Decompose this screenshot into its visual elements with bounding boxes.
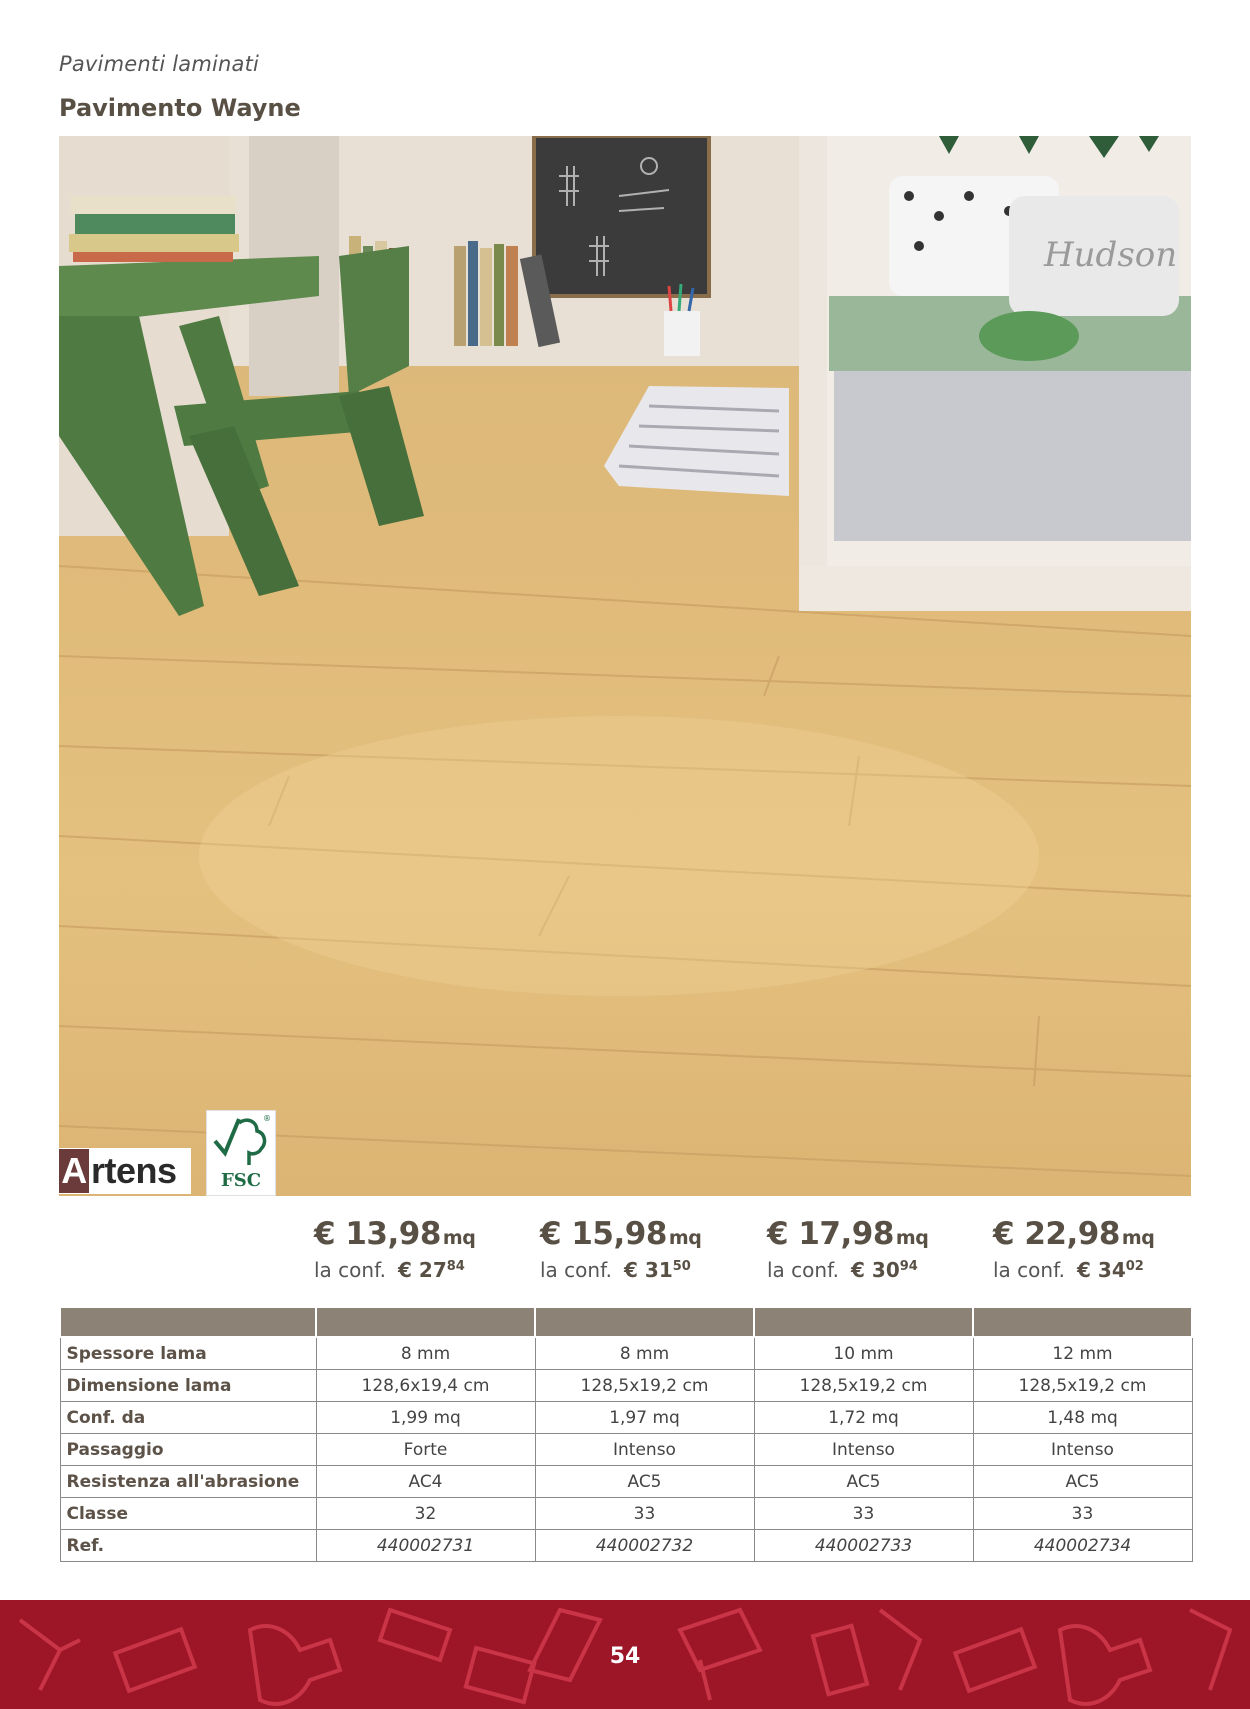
table-cell: 8 mm <box>535 1337 754 1370</box>
table-row <box>60 1434 1192 1466</box>
table-cell: Intenso <box>535 1434 754 1466</box>
price-per-pack <box>540 1258 750 1282</box>
pack-price-cents: 02 <box>1125 1259 1144 1274</box>
room-illustration <box>59 136 1191 1196</box>
table-cell: 440002734 <box>973 1530 1192 1562</box>
page-number: 54 <box>609 1644 641 1669</box>
price-value: € 22,98 <box>993 1216 1120 1252</box>
page-category: Pavimenti laminati <box>59 52 260 76</box>
table-cell: 128,6x19,4 cm <box>316 1370 535 1402</box>
table-cell: 10 mm <box>754 1337 973 1370</box>
pack-price: € 27 <box>398 1258 447 1282</box>
price-unit: mq <box>895 1227 929 1249</box>
row-label: Spessore lama <box>60 1337 316 1370</box>
price-value: € 15,98 <box>540 1216 667 1252</box>
table-cell: 128,5x19,2 cm <box>535 1370 754 1402</box>
pack-label: la conf. <box>314 1258 387 1282</box>
row-label: Ref. <box>60 1530 316 1562</box>
pillow-text: Hudson <box>1044 235 1178 275</box>
table-cell: 8 mm <box>316 1337 535 1370</box>
footer-band <box>0 1600 1250 1709</box>
price-per-mq <box>767 1216 977 1252</box>
table-row <box>60 1402 1192 1434</box>
table-cell: AC4 <box>316 1466 535 1498</box>
price-per-pack <box>767 1258 977 1282</box>
table-cell: 33 <box>535 1498 754 1530</box>
price-block <box>993 1216 1203 1282</box>
pack-label: la conf. <box>993 1258 1066 1282</box>
table-row <box>60 1466 1192 1498</box>
price-block <box>314 1216 524 1282</box>
header-cell <box>316 1307 535 1337</box>
price-unit: mq <box>668 1227 702 1249</box>
table-cell: 33 <box>754 1498 973 1530</box>
table-cell: Intenso <box>973 1434 1192 1466</box>
table-row <box>60 1337 1192 1370</box>
pack-price-cents: 84 <box>446 1259 465 1274</box>
table-cell: 128,5x19,2 cm <box>754 1370 973 1402</box>
fsc-tree-icon <box>207 1111 275 1171</box>
svg-text:®: ® <box>263 1114 271 1123</box>
pack-price: € 34 <box>1077 1258 1126 1282</box>
price-per-mq <box>993 1216 1203 1252</box>
table-cell: Forte <box>316 1434 535 1466</box>
price-unit: mq <box>442 1227 476 1249</box>
table-cell: AC5 <box>754 1466 973 1498</box>
table-cell: AC5 <box>535 1466 754 1498</box>
product-title: Pavimento Wayne <box>59 94 301 122</box>
pack-price: € 30 <box>851 1258 900 1282</box>
table-cell: 33 <box>973 1498 1192 1530</box>
table-cell: 1,72 mq <box>754 1402 973 1434</box>
table-cell: 12 mm <box>973 1337 1192 1370</box>
table-row <box>60 1498 1192 1530</box>
pack-label: la conf. <box>540 1258 613 1282</box>
fsc-logo <box>206 1110 276 1196</box>
price-per-pack <box>314 1258 524 1282</box>
price-value: € 13,98 <box>314 1216 441 1252</box>
price-unit: mq <box>1121 1227 1155 1249</box>
fsc-label: FSC <box>220 1170 262 1191</box>
pack-price-cents: 94 <box>899 1259 918 1274</box>
artens-logo-mark: A <box>59 1149 89 1193</box>
row-label: Resistenza all'abrasione <box>60 1466 316 1498</box>
table-row <box>60 1530 1192 1562</box>
row-label: Dimensione lama <box>60 1370 316 1402</box>
table-cell: Intenso <box>754 1434 973 1466</box>
artens-logo <box>59 1148 191 1194</box>
price-per-mq <box>540 1216 750 1252</box>
table-cell: AC5 <box>973 1466 1192 1498</box>
table-cell: 1,97 mq <box>535 1402 754 1434</box>
table-cell: 1,48 mq <box>973 1402 1192 1434</box>
header-cell <box>535 1307 754 1337</box>
row-label: Conf. da <box>60 1402 316 1434</box>
row-label: Passaggio <box>60 1434 316 1466</box>
price-per-mq <box>314 1216 524 1252</box>
price-value: € 17,98 <box>767 1216 894 1252</box>
price-per-pack <box>993 1258 1203 1282</box>
header-cell <box>754 1307 973 1337</box>
table-cell: 128,5x19,2 cm <box>973 1370 1192 1402</box>
product-photo <box>59 136 1191 1196</box>
specs-table <box>59 1306 1193 1562</box>
table-row <box>60 1370 1192 1402</box>
pack-price-cents: 50 <box>672 1259 691 1274</box>
header-cell <box>60 1307 316 1337</box>
row-label: Classe <box>60 1498 316 1530</box>
artens-logo-text: rtens <box>91 1150 177 1191</box>
table-cell: 440002732 <box>535 1530 754 1562</box>
table-cell: 32 <box>316 1498 535 1530</box>
table-cell: 1,99 mq <box>316 1402 535 1434</box>
table-cell: 440002731 <box>316 1530 535 1562</box>
pack-label: la conf. <box>767 1258 840 1282</box>
price-row <box>0 1216 1250 1296</box>
price-block <box>767 1216 977 1282</box>
table-cell: 440002733 <box>754 1530 973 1562</box>
price-block <box>540 1216 750 1282</box>
specs-header-row <box>60 1307 1192 1337</box>
pack-price: € 31 <box>624 1258 673 1282</box>
header-cell <box>973 1307 1192 1337</box>
